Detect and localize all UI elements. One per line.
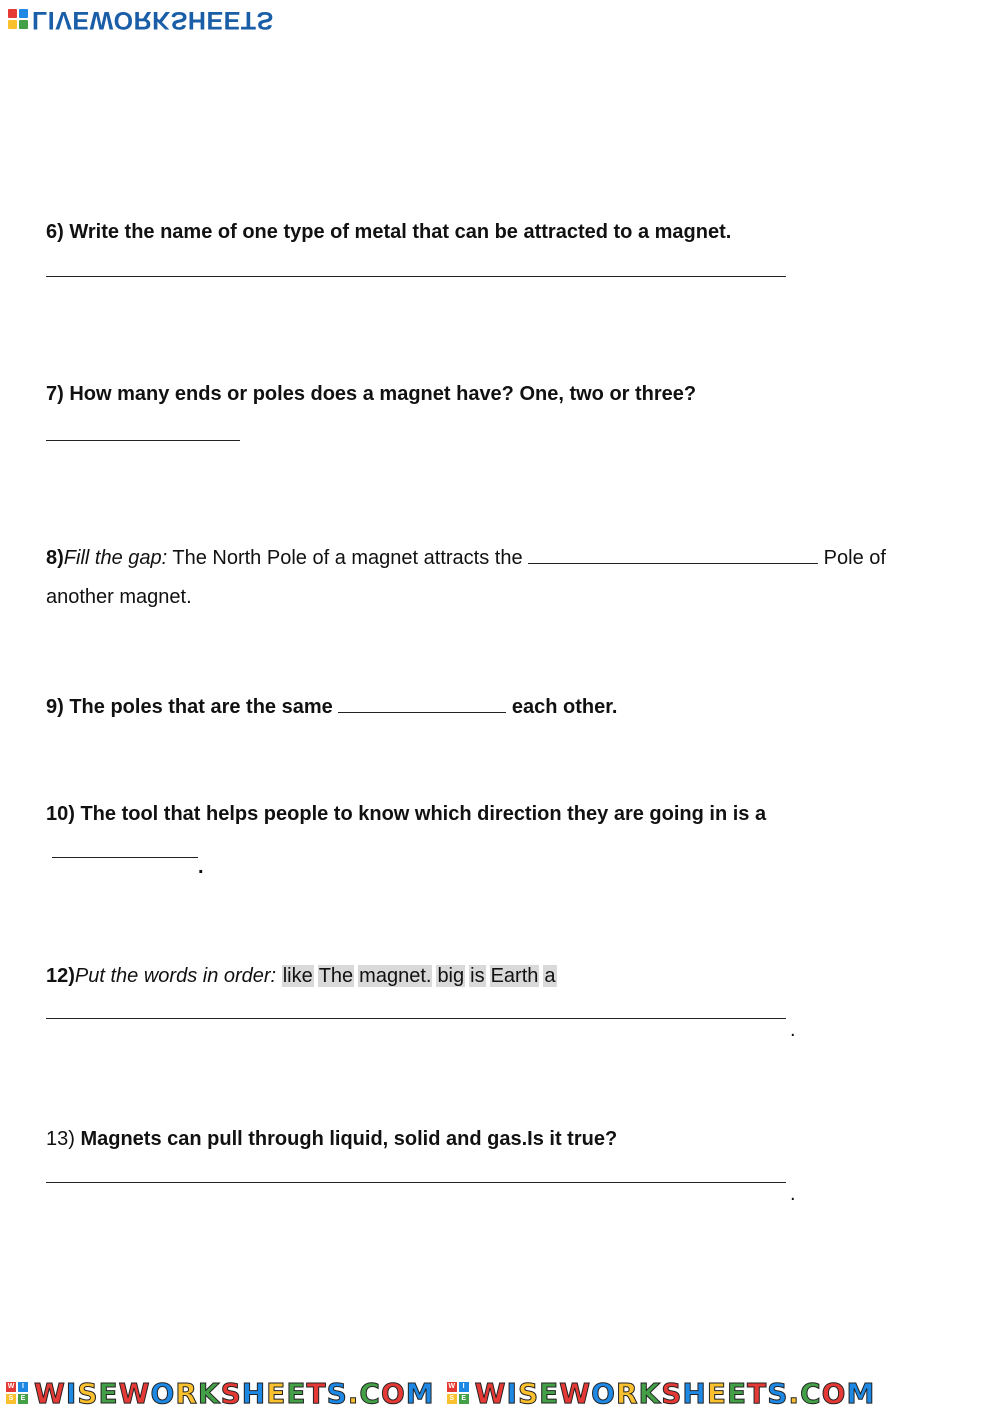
answer-line-13[interactable] [46,1182,786,1183]
question-12-number: 12) [46,965,75,987]
answer-line-10[interactable] [52,857,198,858]
footer-watermark [0,1376,1000,1410]
word-chip[interactable]: like [282,965,313,987]
liveworksheets-logo [8,4,274,34]
logo-blocks-icon [8,9,28,29]
question-8-text-after: Pole of [818,547,886,569]
word-chip[interactable]: a [544,965,556,987]
question-13 [46,1127,617,1151]
answer-blank-9[interactable] [338,694,506,713]
question-10-end: . [198,856,204,878]
footer-brand-text: WISEWORKSHEETS.COM [34,1376,435,1410]
question-8-number: 8) [46,547,64,569]
question-9-text-after: each other. [506,696,618,718]
answer-blank-8[interactable] [528,545,818,564]
logo-text: LIVEWORKSHEETS [32,5,274,34]
question-12-instruction: Put the words in order: [74,965,277,987]
question-12-end: . [790,1019,796,1041]
question-8-instruction: Fill the gap: [63,547,168,569]
question-9-text-before: 9) The poles that are the same [46,696,339,718]
question-13-number: 13) [46,1128,75,1150]
word-chip[interactable]: magnet. [359,965,432,987]
word-chip[interactable]: is [470,965,485,987]
answer-line-6[interactable] [46,276,786,277]
answer-line-7[interactable] [46,440,240,441]
question-10: 10) The tool that helps people to know which direction they are going in is a [46,803,767,825]
footer-brand-text: WISEWORKSHEETS.COM [474,1376,876,1410]
footer-brand-1 [0,1377,435,1410]
question-7: 7) How many ends or poles does a magnet have? One, two or three? [46,383,697,405]
footer-blocks-icon: W I S E [447,1382,469,1404]
question-8-text-before: The North Pole of a magnet attracts the [167,547,529,569]
question-13-end: . [790,1183,796,1205]
word-chip[interactable]: The [318,965,354,987]
footer-blocks-icon: W I S E [6,1382,28,1404]
question-12 [46,964,561,988]
word-chip[interactable]: big [437,965,465,987]
word-chip[interactable]: Earth [490,965,539,987]
question-6: 6) Write the name of one type of metal that can be attracted to a magnet. [46,221,732,243]
question-8 [46,545,886,570]
footer-brand-2 [441,1377,876,1410]
question-9 [46,694,617,719]
answer-line-12[interactable] [46,1018,786,1019]
question-8-continuation: another magnet. [46,586,192,608]
question-13-text: Magnets can pull through liquid, solid and gas.Is it true? [80,1128,618,1150]
